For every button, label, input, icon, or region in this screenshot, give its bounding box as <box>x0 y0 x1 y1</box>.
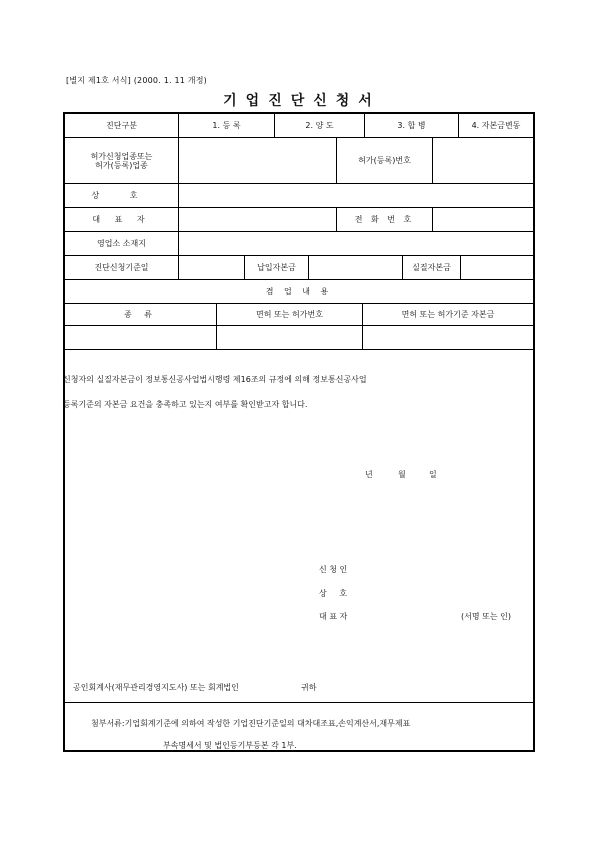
permit-number-label: 허가(등록)번호 <box>337 138 433 183</box>
option-capital-change[interactable]: 4. 자본금변동 <box>471 121 521 130</box>
capital-row <box>65 256 533 280</box>
application-form <box>63 112 535 752</box>
date-month: 월 <box>398 470 406 479</box>
attachments-line-1: 첨부서류:기업회계기준에 의하여 작성한 기업진단기준일의 대차대조표,손익계산서,재무제표 <box>91 719 411 728</box>
representative-row <box>65 208 533 232</box>
real-capital-field[interactable] <box>461 256 533 279</box>
attachments-line-2: 부속명세서 및 법인등기부등본 각 1부. <box>163 741 297 750</box>
real-capital-label: 실질자본금 <box>403 256 461 279</box>
concurrent-type-header: 종 류 <box>65 304 217 325</box>
concurrent-permit-number-header: 면허 또는 허가번호 <box>217 304 363 325</box>
office-row <box>65 232 533 256</box>
form-reference: [별지 제1호 서식] (2000. 1. 11 개정) <box>66 76 207 85</box>
signature-note: (서명 또는 인) <box>461 612 511 621</box>
office-location-field[interactable] <box>179 232 533 255</box>
representative-label: 대 표 자 <box>65 208 179 231</box>
applicant-rep-label: 대 표 자 <box>319 612 348 621</box>
concurrent-business-heading: 겸 업 내 용 <box>265 287 333 296</box>
permit-row <box>65 138 533 184</box>
addressee-suffix: 귀하 <box>301 683 317 692</box>
concurrent-header-row <box>65 280 533 304</box>
attachments-box <box>65 702 533 752</box>
concurrent-type-field[interactable] <box>65 326 217 349</box>
option-transfer[interactable]: 2. 양 도 <box>275 114 365 137</box>
diagnosis-type-label: 진단구분 <box>65 114 179 137</box>
base-date-label: 진단신청기준일 <box>65 256 179 279</box>
option-registration[interactable]: 1. 등 록 <box>179 114 275 137</box>
applicant-label: 신 청 인 <box>319 565 348 574</box>
office-location-label: 영업소 소재지 <box>65 232 179 255</box>
concurrent-columns-row <box>65 304 533 326</box>
representative-field[interactable] <box>179 208 337 231</box>
date-day: 일 <box>429 470 437 479</box>
form-title: 기업진단신청서 <box>223 93 381 109</box>
concurrent-capital-header: 면허 또는 허가기준 자본금 <box>401 310 495 319</box>
date-year: 년 <box>365 470 373 479</box>
phone-field[interactable] <box>433 208 533 231</box>
applicant-trade-label: 상 호 <box>319 589 352 598</box>
diagnosis-type-row <box>65 114 533 138</box>
trade-name-row <box>65 184 533 208</box>
concurrent-permit-number-field[interactable] <box>217 326 363 349</box>
paid-in-capital-label: 납입자본금 <box>245 256 309 279</box>
trade-name-field[interactable] <box>179 184 533 207</box>
concurrent-entry-row <box>65 326 533 350</box>
paid-in-capital-field[interactable] <box>309 256 403 279</box>
option-merger[interactable]: 3. 합 병 <box>365 114 459 137</box>
permit-business-label: 허가신청업종또는 허가(등록)업종 <box>65 138 179 183</box>
phone-label: 전 화 번 호 <box>337 208 433 231</box>
addressee: 공인회계사(재무관리경영지도사) 또는 회계법인 <box>73 683 239 692</box>
permit-number-field[interactable] <box>433 138 533 183</box>
statement-line-1: 신청자의 실질자본금이 정보통신공사업법시행령 제16조의 규정에 의해 정보통신공사업 <box>63 375 367 384</box>
trade-name-label: 상 호 <box>65 184 179 207</box>
base-date-field[interactable] <box>179 256 245 279</box>
statement-line-2: 등록기준의 자본금 요건을 충족하고 있는지 여부를 확인받고자 합니다. <box>63 400 308 409</box>
permit-business-field[interactable] <box>179 138 337 183</box>
concurrent-capital-field[interactable] <box>363 326 533 349</box>
